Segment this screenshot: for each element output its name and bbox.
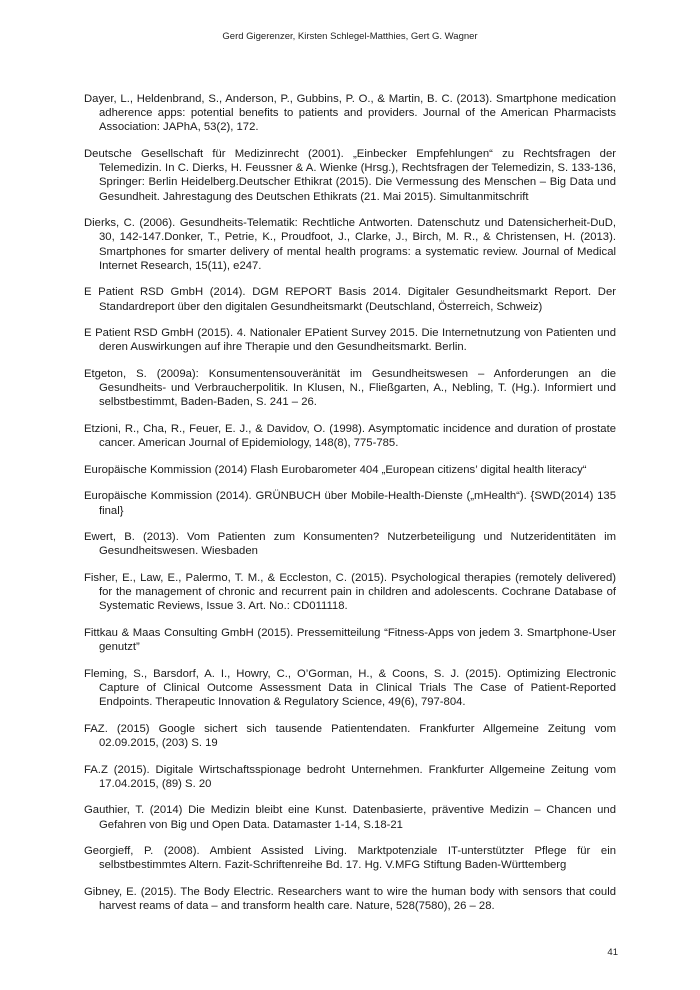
reference-entry: Etgeton, S. (2009a): Konsumentensouveränität im Gesundheitswesen – Anforderungen an die Gesundheits- und Verbraucherpolitik. In Klusen, N., Fließgarten, A., Nebling, T. (Hg.). Informiert und selbstbestimmt, Baden-Baden, S. 241 – 26. [84, 368, 616, 409]
reference-entry: Etzioni, R., Cha, R., Feuer, E. J., & Davidov, O. (1998). Asymptomatic incidence and duration of prostate cancer. American Journal of Epidemiology, 148(8), 775-785. [84, 423, 616, 450]
reference-entry: Ewert, B. (2013). Vom Patienten zum Konsumenten? Nutzerbeteiligung und Nutzeridentitäten im Gesundheitswesen. Wiesbaden [84, 531, 616, 558]
reference-entry: Fleming, S., Barsdorf, A. I., Howry, C., O’Gorman, H., & Coons, S. J. (2015). Optimizing Electronic Capture of Clinical Outcome Assessment Data in Clinical Trials The Case of Patient-Reported Endpoints. Therapeutic Innovation & Regulatory Science, 49(6), 797-804. [84, 667, 616, 709]
page-number: 41 [607, 947, 618, 958]
reference-entry: Dayer, L., Heldenbrand, S., Anderson, P., Gubbins, P. O., & Martin, B. C. (2013). Smartphone medication adherence apps: potential benefits to patients and providers. Journal of the American Pharmacists Association: JAPhA, 53(2), 172. [84, 93, 616, 134]
reference-entry: Deutsche Gesellschaft für Medizinrecht (2001). „Einbecker Empfehlungen“ zu Rechtsfragen der Telemedizin. In C. Dierks, H. Feussner & A. Wienke (Hrsg.), Rechtsfragen der Telemedizin, S. 133-136, Springer: Berlin Heidelberg.Deutscher Ethikrat (2015). Die Vermessung des Menschen – Big Data und Gesundheit. Jahrestagung des Deutschen Ethikrats (21. Mai 2015). Simultanmitschrift [84, 148, 616, 203]
reference-entry: Europäische Kommission (2014). GRÜNBUCH über Mobile-Health-Dienste („mHealth“). {SWD(2014) 135 final} [84, 490, 616, 517]
reference-entry: FAZ. (2015) Google sichert sich tausende Patientendaten. Frankfurter Allgemeine Zeitung vom 02.09.2015, (203) S. 19 [84, 722, 616, 749]
reference-list [84, 92, 616, 926]
reference-entry: Fittkau & Maas Consulting GmbH (2015). Pressemitteilung “Fitness-Apps von jedem 3. Smartphone-User genutzt” [84, 626, 616, 654]
reference-entry: Dierks, C. (2006). Gesundheits-Telematik: Rechtliche Antworten. Datenschutz und Datensicherheit-DuD, 30, 142-147.Donker, T., Petrie, K., Proudfoot, J., Clarke, J., Birch, M. R., & Christensen, H. (2013). Smartphones for smarter delivery of mental health programs: a systematic review. Journal of Medical Internet Research, 15(11), e247. [84, 217, 616, 272]
reference-entry: E Patient RSD GmbH (2015). 4. Nationaler EPatient Survey 2015. Die Internetnutzung von Patienten und deren Auswirkungen auf ihre Therapie und den Gesundheitsmarkt. Berlin. [84, 327, 616, 354]
reference-entry: E Patient RSD GmbH (2014). DGM REPORT Basis 2014. Digitaler Gesundheitsmarkt Report. Der Standardreport über den digitalen Gesundheitsmarkt (Deutschland, Österreich, Schweiz) [84, 286, 616, 313]
running-header: Gerd Gigerenzer, Kirsten Schlegel-Matthies, Gert G. Wagner [222, 31, 478, 42]
reference-entry: Europäische Kommission (2014) Flash Eurobarometer 404 „European citizens’ digital health literacy“ [84, 463, 587, 476]
reference-entry: Georgieff, P. (2008). Ambient Assisted Living. Marktpotenziale IT-unterstützter Pflege für ein selbstbestimmtes Altern. Fazit-Schriftenreihe Bd. 17. Hg. V.MFG Stiftung Baden-Württemberg [84, 845, 616, 872]
reference-entry: Fisher, E., Law, E., Palermo, T. M., & Eccleston, C. (2015). Psychological therapies (remotely delivered) for the management of chronic and recurrent pain in children and adolescents. Cochrane Database of Systematic Reviews, Issue 3. Art. No.: CD011118. [84, 571, 616, 613]
reference-entry: Gibney, E. (2015). The Body Electric. Researchers want to wire the human body with sensors that could harvest reams of data – and transform health care. Nature, 528(7580), 26 – 28. [84, 885, 616, 913]
reference-entry: FA.Z (2015). Digitale Wirtschaftsspionage bedroht Unternehmen. Frankfurter Allgemeine Zeitung vom 17.04.2015, (89) S. 20 [84, 763, 616, 790]
reference-entry: Gauthier, T. (2014) Die Medizin bleibt eine Kunst. Datenbasierte, präventive Medizin – Chancen und Gefahren von Big und Open Data. Datamaster 1-14, S.18-21 [84, 804, 616, 831]
